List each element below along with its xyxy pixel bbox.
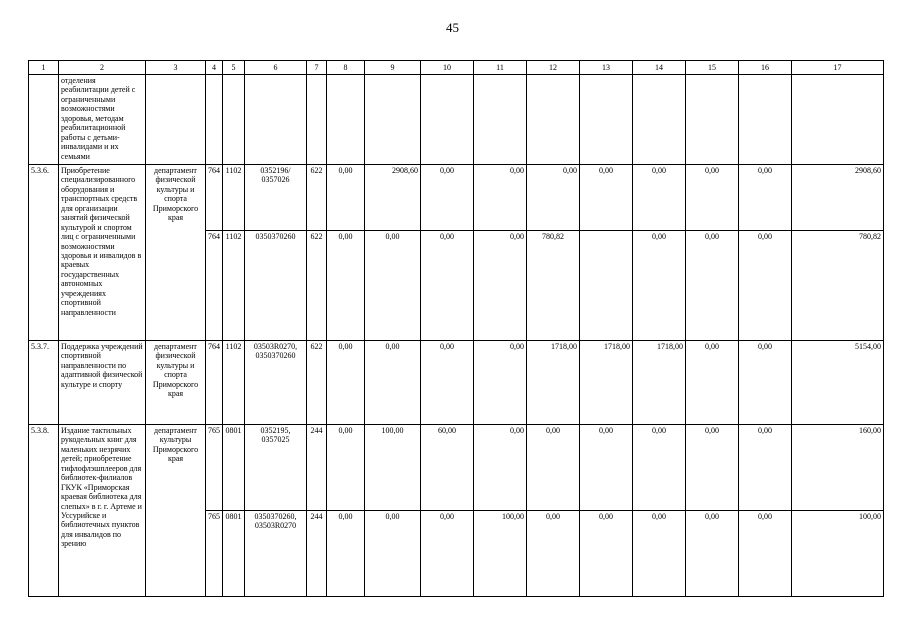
cell-c17: 780,82 xyxy=(792,231,884,341)
cell-c7: 622 xyxy=(307,341,327,425)
cell-c15: 0,00 xyxy=(686,341,739,425)
item-name: Приобретение специализированного оборудования и транспортных средств для организации занятий физической культурой и спортом лиц с ограниченными возможностями здоровья и инвалидов в краевых государственных автономных учреждениях спортивной направленности xyxy=(59,165,146,341)
cell-c10: 0,00 xyxy=(421,231,474,341)
col-header-4: 4 xyxy=(206,61,223,75)
cell-c5: 0801 xyxy=(223,425,245,511)
cell-c7: 622 xyxy=(307,165,327,231)
cell-c14: 1718,00 xyxy=(633,341,686,425)
cell-c11: 0,00 xyxy=(474,425,527,511)
item-executor: департамент физической культуры и спорта Приморского края xyxy=(146,341,206,425)
col-header-7: 7 xyxy=(307,61,327,75)
cell-c5: 1102 xyxy=(223,341,245,425)
cell-c4: 764 xyxy=(206,231,223,341)
col-header-17: 17 xyxy=(792,61,884,75)
table-row-continuation xyxy=(29,75,884,165)
cell-c16: 0,00 xyxy=(739,231,792,341)
cell-c15: 0,00 xyxy=(686,511,739,597)
cell-c15: 0,00 xyxy=(686,425,739,511)
col-header-3: 3 xyxy=(146,61,206,75)
col-header-10: 10 xyxy=(421,61,474,75)
col-header-5: 5 xyxy=(223,61,245,75)
cell-c10: 60,00 xyxy=(421,425,474,511)
col-header-14: 14 xyxy=(633,61,686,75)
cell-c15: 0,00 xyxy=(686,231,739,341)
table-row xyxy=(29,165,884,231)
cell-c17: 160,00 xyxy=(792,425,884,511)
cell-c16: 0,00 xyxy=(739,165,792,231)
cell-c12: 0,00 xyxy=(527,425,580,511)
cell-c16: 0,00 xyxy=(739,341,792,425)
cell-num xyxy=(29,75,59,165)
cell-c13: 0,00 xyxy=(580,511,633,597)
cell-c5: 1102 xyxy=(223,231,245,341)
cell-c11: 0,00 xyxy=(474,165,527,231)
cell-c6: 0352195, 0357025 xyxy=(245,425,307,511)
cell-c5: 1102 xyxy=(223,165,245,231)
item-executor: департамент культуры Приморского края xyxy=(146,425,206,597)
cell-c10: 0,00 xyxy=(421,511,474,597)
cell-c8: 0,00 xyxy=(327,165,365,231)
header-row xyxy=(29,61,884,75)
page-number: 45 xyxy=(446,20,459,35)
cell-c11: 100,00 xyxy=(474,511,527,597)
cell-c6: 0352196/ 0357026 xyxy=(245,165,307,231)
cell-c17: 100,00 xyxy=(792,511,884,597)
cell-c6: 0350370260 xyxy=(245,231,307,341)
col-header-6: 6 xyxy=(245,61,307,75)
item-number: 5.3.6. xyxy=(29,165,59,341)
cell-c8: 0,00 xyxy=(327,231,365,341)
cell-c11: 0,00 xyxy=(474,341,527,425)
cell-c14: 0,00 xyxy=(633,165,686,231)
cell-c13: 0,00 xyxy=(580,425,633,511)
cell-c7: 244 xyxy=(307,425,327,511)
item-name: Издание тактильных рукодельных книг для маленьких незрячих детей; приобретение тифлофлэшплееров для библиотек-филиалов ГКУК «Приморская краевая библиотека для слепых» в г. г. Артеме и Уссурийске и библиотечных пунктов для инвалидов по зрению xyxy=(59,425,146,597)
continuation-text: отделения реабилитации детей с ограниченными возможностями здоровья, методам реабилитационной работы с детьми-инвалидами и их семьями xyxy=(59,75,146,165)
cell-c8: 0,00 xyxy=(327,425,365,511)
cell-c9: 0,00 xyxy=(365,231,421,341)
budget-table xyxy=(28,60,884,597)
cell-c17: 2908,60 xyxy=(792,165,884,231)
cell-c8: 0,00 xyxy=(327,511,365,597)
cell-c4: 764 xyxy=(206,165,223,231)
col-header-12: 12 xyxy=(527,61,580,75)
cell-c12: 780,82 xyxy=(527,231,580,341)
cell-c6: 03503R0270, 0350370260 xyxy=(245,341,307,425)
cell-c7: 622 xyxy=(307,231,327,341)
cell-c7: 244 xyxy=(307,511,327,597)
cell-c4: 764 xyxy=(206,341,223,425)
cell-c15: 0,00 xyxy=(686,165,739,231)
table-row xyxy=(29,425,884,511)
cell-c17: 5154,00 xyxy=(792,341,884,425)
col-header-9: 9 xyxy=(365,61,421,75)
col-header-11: 11 xyxy=(474,61,527,75)
cell-c13: 1718,00 xyxy=(580,341,633,425)
cell-c16: 0,00 xyxy=(739,511,792,597)
item-number: 5.3.8. xyxy=(29,425,59,597)
cell-c9: 2908,60 xyxy=(365,165,421,231)
cell-c14: 0,00 xyxy=(633,425,686,511)
cell-c6: 0350370260, 03503R0270 xyxy=(245,511,307,597)
cell-c13: 0,00 xyxy=(580,165,633,231)
cell-c8: 0,00 xyxy=(327,341,365,425)
table-row xyxy=(29,341,884,425)
cell-c4: 765 xyxy=(206,425,223,511)
item-number: 5.3.7. xyxy=(29,341,59,425)
col-header-13: 13 xyxy=(580,61,633,75)
cell-c10: 0,00 xyxy=(421,341,474,425)
cell-c5: 0801 xyxy=(223,511,245,597)
col-header-2: 2 xyxy=(59,61,146,75)
col-header-15: 15 xyxy=(686,61,739,75)
cell-c12: 0,00 xyxy=(527,511,580,597)
cell-c9: 0,00 xyxy=(365,511,421,597)
cell-c11: 0,00 xyxy=(474,231,527,341)
cell-c9: 0,00 xyxy=(365,341,421,425)
item-executor: департамент физической культуры и спорта Приморского края xyxy=(146,165,206,341)
col-header-1: 1 xyxy=(29,61,59,75)
item-name: Поддержка учреждений спортивной направленности по адаптивной физической культуре и спорту xyxy=(59,341,146,425)
cell-c9: 100,00 xyxy=(365,425,421,511)
cell-c12: 1718,00 xyxy=(527,341,580,425)
cell-c12: 0,00 xyxy=(527,165,580,231)
cell-c16: 0,00 xyxy=(739,425,792,511)
cell-c4: 765 xyxy=(206,511,223,597)
cell-c14: 0,00 xyxy=(633,231,686,341)
cell-c13 xyxy=(580,231,633,341)
col-header-16: 16 xyxy=(739,61,792,75)
col-header-8: 8 xyxy=(327,61,365,75)
cell-c10: 0,00 xyxy=(421,165,474,231)
cell-c14: 0,00 xyxy=(633,511,686,597)
